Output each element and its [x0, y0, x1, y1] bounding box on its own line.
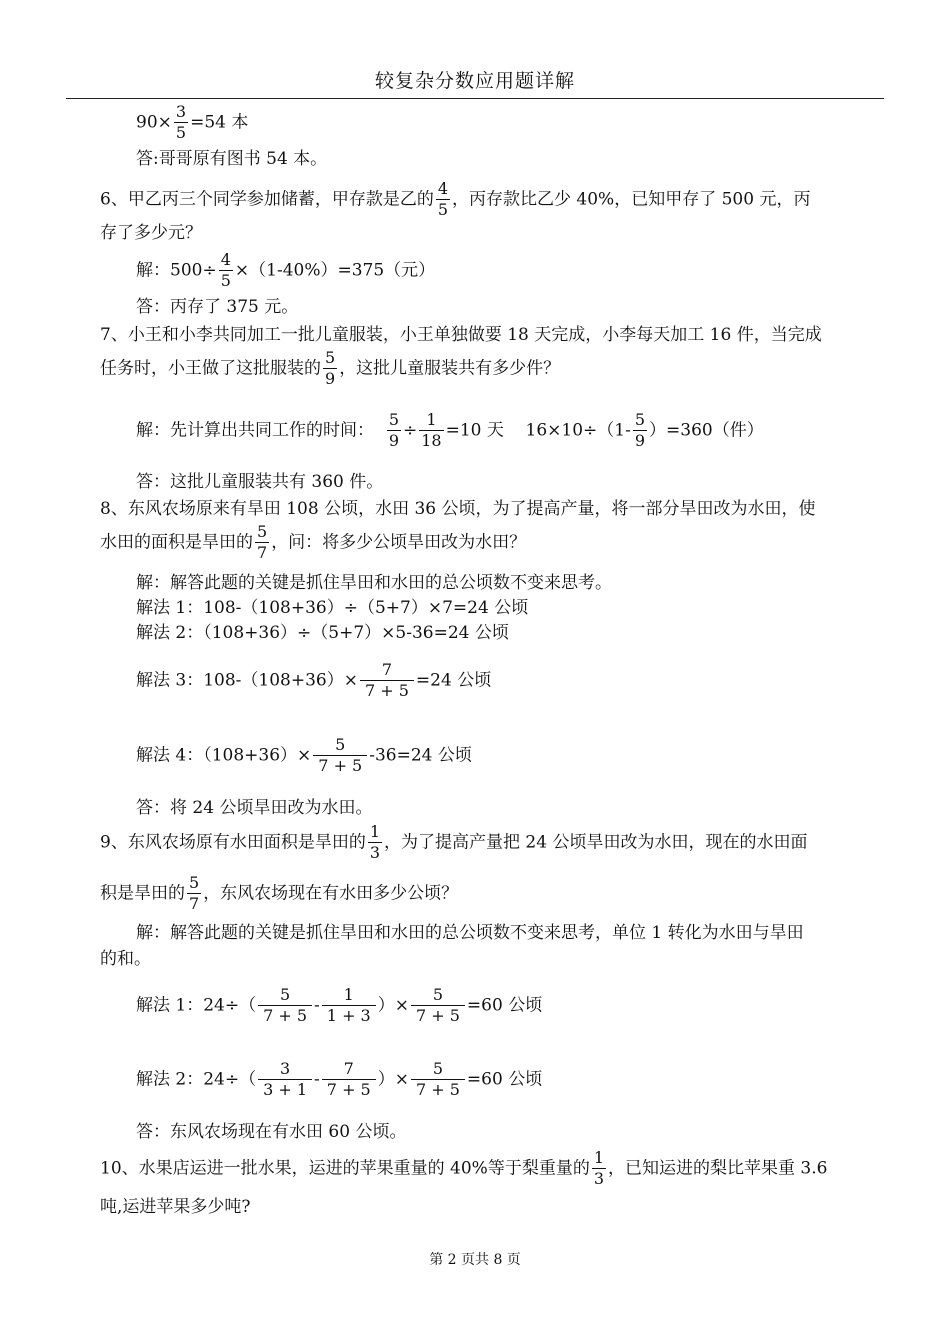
method-4: 解法 4：（108+36）× $\frac{5}{7 + 5}$ -36=24 公顷 — [136, 735, 472, 775]
question-text: 6、甲乙丙三个同学参加储蓄，甲存款是乙的 — [100, 189, 434, 210]
method-1: 解法 1：24÷（ $\frac{5}{7 + 5}$ - $\frac{1}{1 + 3}$ ）× $\frac{5}{7 + 5}$ =60 公顷 — [136, 985, 543, 1025]
answer: 答:哥哥原有图书 54 本。 — [136, 149, 328, 169]
calc-line — [136, 104, 248, 142]
solution: 解：解答此题的关键是抓住旱田和水田的总公顷数不变来思考。 — [136, 573, 612, 593]
solution: 解：500÷ $\frac{4}{5}$ ×（1-40%）=375（元） — [136, 250, 436, 290]
method-3: 解法 3：108-（108+36）× $\frac{7}{7 + 5}$ =24 公顷 — [136, 660, 492, 700]
calc-text: =54 本 — [190, 112, 249, 133]
fraction: $\frac{5}{7}$ — [257, 522, 268, 562]
question-8: 8、东风农场原来有旱田 108 公顷，水田 36 公顷，为了提高产量，将一部分旱田改为水田，使 — [100, 499, 816, 519]
fraction: $\frac{5}{9}$ — [388, 410, 399, 450]
question-text: 任务时，小王做了这批服装的 $\frac{5}{9}$ ，这批儿童服装共有多少件？ — [100, 348, 561, 388]
question-9: 9、东风农场原有水田面积是旱田的 $\frac{1}{3}$ ，为了提高产量把 24 公顷旱田改为水田，现在的水田面 — [100, 822, 808, 862]
fraction: $\frac{7}{7 + 5}$ — [322, 1061, 376, 1099]
solution: 解：先计算出共同工作的时间： $\frac{5}{9}$ ÷ $\frac{1}{18}$ =10 天 16×10÷（1- $\frac{5}{9}$ ）=360（件） — [136, 410, 764, 450]
fraction: $\frac{3}{3 + 1}$ — [258, 1061, 312, 1099]
question-text: 吨,运进苹果多少吨? — [100, 1197, 251, 1217]
fraction: $\frac{1}{3}$ — [593, 1148, 605, 1188]
question-6 — [100, 181, 810, 219]
method-2: 解法 2：（108+36）÷（5+7）×5-36=24 公顷 — [136, 623, 509, 643]
fraction: $\frac{5}{7 + 5}$ — [313, 737, 367, 775]
fraction: $\frac{5}{7 + 5}$ — [411, 1061, 465, 1099]
answer: 答：这批儿童服装共有 360 件。 — [136, 472, 384, 492]
header-rule — [66, 98, 884, 99]
page-header-title: 较复杂分数应用题详解 — [374, 70, 575, 92]
answer: 答：丙存了 375 元。 — [136, 297, 299, 317]
question-7: 7、小王和小李共同加工一批儿童服装，小王单独做要 18 天完成，小李每天加工 16 件，当完成 — [100, 325, 822, 345]
fraction: $\frac{5}{7}$ — [189, 873, 200, 913]
fraction: $\frac{5}{7 + 5}$ — [411, 987, 465, 1025]
fraction: $\frac{5}{7 + 5}$ — [258, 987, 312, 1025]
fraction: $\frac{1}{18}$ — [421, 410, 442, 450]
fraction: $\frac{7}{7 + 5}$ — [360, 662, 414, 700]
solution: 的和。 — [100, 949, 151, 969]
calc-text: 90× — [136, 112, 172, 133]
solution: 解：解答此题的关键是抓住旱田和水田的总公顷数不变来思考，单位 1 转化为水田与旱田 — [136, 923, 804, 943]
answer: 答：东风农场现在有水田 60 公顷。 — [136, 1122, 407, 1142]
fraction: $\frac{5}{9}$ — [634, 410, 646, 450]
method-1: 解法 1：108-（108+36）÷（5+7）×7=24 公顷 — [136, 598, 529, 618]
question-10: 10、水果店运进一批水果，运进的苹果重量的 40%等于梨重量的 $\frac{1}{3}$ ，已知运进的梨比苹果重 3.6 — [100, 1148, 828, 1188]
fraction: $\frac{3}{5}$ — [175, 102, 187, 142]
fraction: $\frac{5}{9}$ — [325, 348, 336, 388]
answer: 答：将 24 公顷旱田改为水田。 — [136, 798, 373, 818]
question-text: 水田的面积是旱田的 $\frac{5}{7}$ ，问：将多少公顷旱田改为水田？ — [100, 522, 527, 562]
fraction: $\frac{1}{1 + 3}$ — [322, 987, 376, 1025]
question-text: 积是旱田的 $\frac{5}{7}$ ，东风农场现在有水田多少公顷？ — [100, 873, 459, 913]
question-text: ，丙存款比乙少 40%，已知甲存了 500 元，丙 — [452, 189, 811, 210]
fraction: $\frac{4}{5}$ — [437, 179, 449, 219]
question-text: 存了多少元？ — [100, 223, 202, 243]
fraction: $\frac{1}{3}$ — [369, 822, 381, 862]
fraction: $\frac{4}{5}$ — [220, 250, 231, 290]
page-footer: 第 2 页共 8 页 — [429, 1252, 521, 1268]
method-2: 解法 2：24÷（ $\frac{3}{3 + 1}$ - $\frac{7}{7 + 5}$ ）× $\frac{5}{7 + 5}$ =60 公顷 — [136, 1059, 543, 1099]
